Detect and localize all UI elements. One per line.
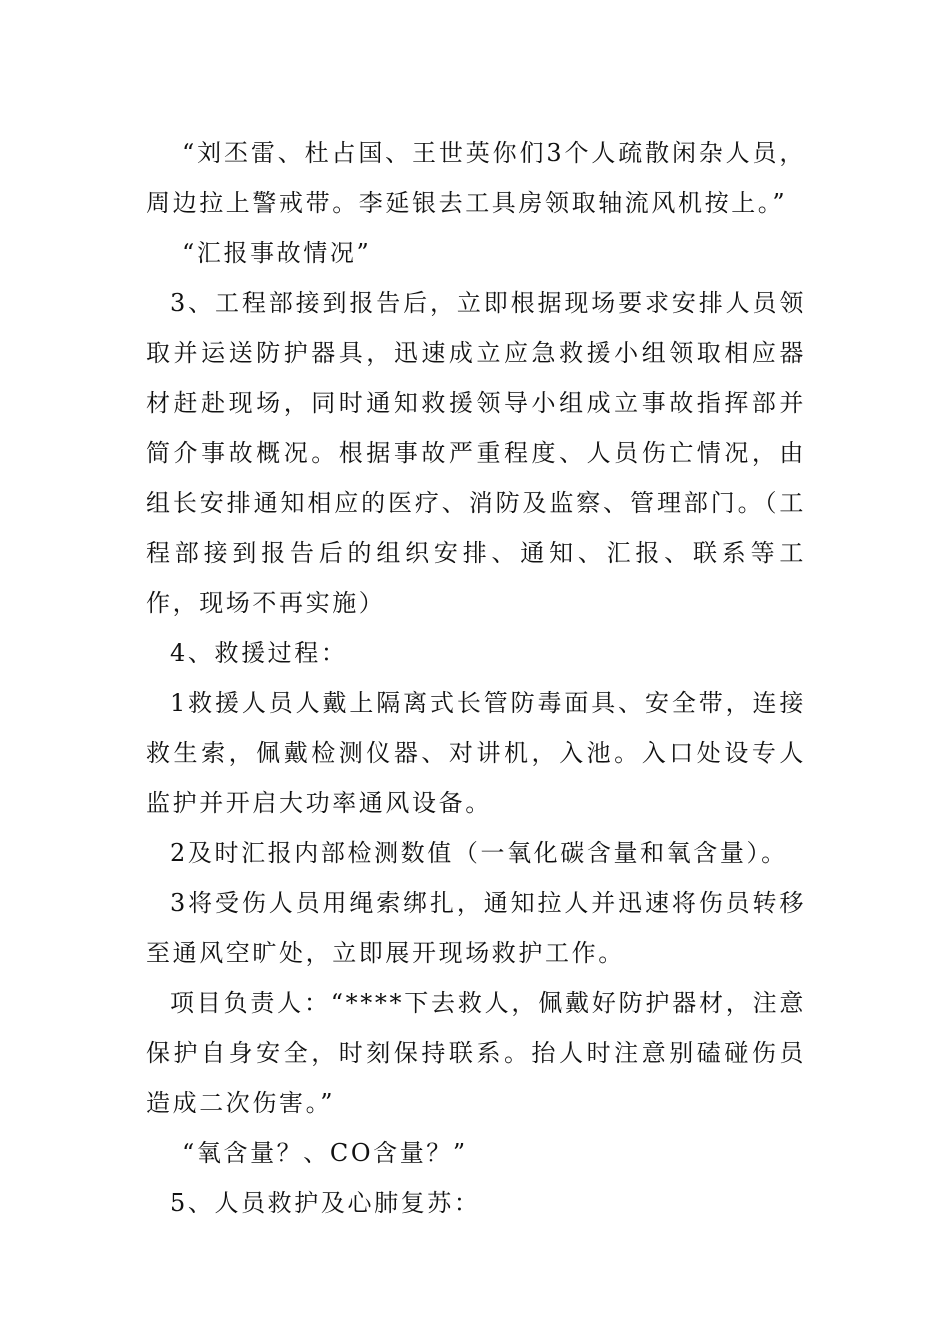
paragraph-project-leader: 项目负责人：“****下去救人，佩戴好防护器材，注意保护自身安全，时刻保持联系。抬人时注意别磕碰伤员造成二次伤害。”: [146, 989, 806, 1117]
document-body: [146, 128, 806, 1228]
paragraph-rescue-item-2: 2及时汇报内部检测数值（一氧化碳含量和氧含量）。: [170, 839, 788, 867]
paragraph-rescue-item-1: 1救援人员人戴上隔离式长管防毒面具、安全带，连接救生索，佩戴检测仪器、对讲机，入池。入口处设专人监护并开启大功率通风设备。: [146, 689, 806, 817]
paragraph-rescue-item-3: 3将受伤人员用绳索绑扎，通知拉人并迅速将伤员转移至通风空旷处，立即展开现场救护工作。: [146, 889, 806, 967]
paragraph-step-4-heading: 4、救援过程：: [170, 639, 348, 667]
paragraph-gas-query: “氧含量？、CO含量？”: [182, 1139, 468, 1167]
paragraph-step-5-heading: 5、人员救护及心肺复苏：: [170, 1189, 481, 1217]
paragraph-evacuation-order: “刘丕雷、杜占国、王世英你们3个人疏散闲杂人员，周边拉上警戒带。李延银去工具房领取轴流风机按上。”: [146, 139, 806, 217]
paragraph-report-accident: “汇报事故情况”: [182, 239, 372, 267]
paragraph-step-3: 3、工程部接到报告后，立即根据现场要求安排人员领取并运送防护器具，迅速成立应急救援小组领取相应器材赶赴现场，同时通知救援领导小组成立事故指挥部并简介事故概况。根据事故严重程度、人员伤亡情况，由组长安排通知相应的医疗、消防及监察、管理部门。（工程部接到报告后的组织安排、通知、汇报、联系等工作，现场不再实施）: [146, 289, 806, 617]
